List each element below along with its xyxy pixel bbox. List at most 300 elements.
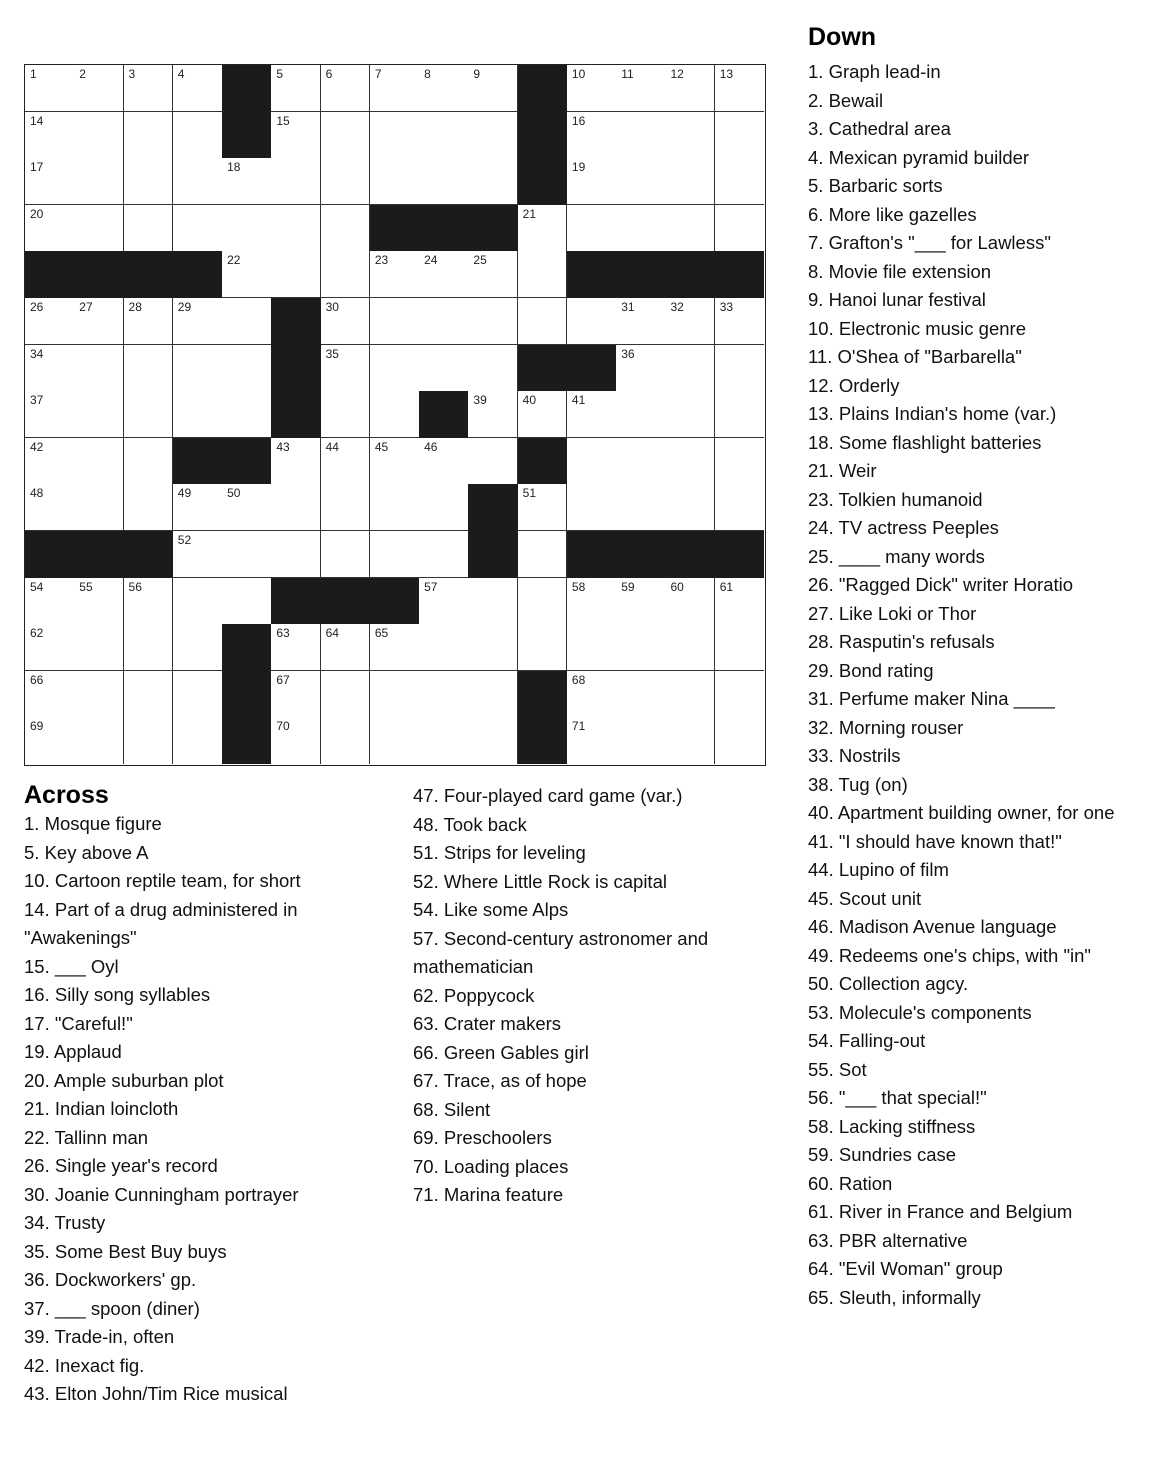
black-square: [518, 158, 568, 205]
grid-cell[interactable]: [74, 438, 124, 485]
grid-cell[interactable]: [271, 671, 321, 718]
grid-cell[interactable]: [124, 671, 174, 718]
grid-cell[interactable]: [74, 65, 124, 112]
clue-item: 23. Tolkien humanoid: [808, 488, 983, 510]
cell-number: 28: [128, 300, 142, 314]
grid-cell[interactable]: [665, 671, 715, 718]
cell-number: 71: [571, 719, 586, 734]
grid-cell[interactable]: [419, 484, 469, 531]
grid-cell[interactable]: [468, 578, 518, 625]
cell-number: 1: [30, 67, 37, 81]
clue-item: 33. Nostrils: [808, 745, 901, 766]
grid-cell[interactable]: [567, 484, 617, 531]
cell-number: 32: [670, 300, 684, 314]
grid-cell[interactable]: [715, 671, 764, 718]
grid-cell[interactable]: [25, 578, 75, 625]
grid-cell[interactable]: [25, 391, 75, 438]
grid-cell[interactable]: [271, 484, 321, 531]
grid-cell[interactable]: [518, 484, 568, 531]
grid-cell[interactable]: [468, 391, 518, 438]
black-square: [419, 391, 469, 438]
grid-cell[interactable]: [665, 438, 715, 485]
cell-number: 18: [227, 160, 241, 175]
grid-cell[interactable]: [665, 578, 715, 625]
grid-cell[interactable]: [419, 65, 469, 112]
clue-item: [24, 896, 394, 953]
grid-cell[interactable]: [25, 717, 75, 764]
grid-cell[interactable]: [321, 205, 371, 252]
clue-item: 46. Madison Avenue language: [808, 916, 1057, 937]
grid-cell[interactable]: [468, 112, 518, 159]
grid-cell[interactable]: [222, 205, 272, 252]
grid-cell[interactable]: [321, 671, 371, 718]
grid-cell[interactable]: [173, 531, 223, 578]
grid-cell[interactable]: [665, 391, 715, 438]
grid-cell[interactable]: [370, 251, 420, 298]
cell-number: 4: [177, 67, 185, 81]
clue-item: 35. Some Best Buy buys: [24, 1240, 227, 1262]
grid-cell[interactable]: [124, 112, 174, 159]
grid-cell[interactable]: [173, 205, 223, 252]
clue-line: 57. Second-century astronomer and: [413, 927, 709, 949]
grid-cell[interactable]: [715, 484, 764, 531]
cell-number: 44: [325, 439, 339, 454]
cell-number: 15: [276, 113, 290, 128]
grid-cell[interactable]: [370, 345, 420, 392]
grid-cell[interactable]: [222, 345, 272, 392]
grid-cell[interactable]: [173, 158, 223, 205]
clue-item: 49. Redeems one's chips, with "in": [808, 944, 1092, 966]
grid-cell[interactable]: [124, 158, 174, 205]
grid-cell[interactable]: [124, 205, 174, 252]
grid-cell[interactable]: [124, 345, 174, 392]
cell-number: 25: [473, 253, 487, 268]
grid-cell[interactable]: [321, 158, 371, 205]
grid-cell[interactable]: [715, 391, 764, 438]
grid-cell[interactable]: [665, 112, 715, 159]
grid-cell[interactable]: [715, 158, 764, 205]
grid-cell[interactable]: [665, 205, 715, 252]
grid-cell[interactable]: [567, 65, 617, 112]
grid-cell[interactable]: [419, 717, 469, 764]
cell-number: 23: [374, 253, 389, 268]
clue-item: 60. Ration: [808, 1172, 893, 1194]
grid-cell[interactable]: [271, 531, 321, 578]
clue-item: 66. Green Gables girl: [413, 1041, 589, 1063]
grid-cell[interactable]: [616, 578, 666, 625]
black-square: [616, 531, 666, 578]
grid-cell[interactable]: [74, 391, 124, 438]
cell-number: 35: [325, 346, 339, 361]
grid-cell[interactable]: [419, 624, 469, 671]
grid-cell[interactable]: [665, 484, 715, 531]
grid-cell[interactable]: [370, 717, 420, 764]
grid-cell[interactable]: [567, 624, 617, 671]
grid-cell[interactable]: [518, 205, 568, 252]
grid-cell[interactable]: [271, 65, 321, 112]
black-square: [567, 345, 617, 392]
grid-cell[interactable]: [25, 112, 75, 159]
cell-number: 50: [227, 486, 241, 501]
grid-cell[interactable]: [25, 671, 75, 718]
grid-cell[interactable]: [616, 298, 666, 345]
grid-cell[interactable]: [173, 345, 223, 392]
black-square: [567, 531, 617, 578]
grid-cell[interactable]: [567, 671, 617, 718]
grid-cell[interactable]: [518, 251, 568, 298]
clue-item: 55. Sot: [808, 1058, 867, 1080]
grid-cell[interactable]: [25, 205, 75, 252]
clue-item: 42. Inexact fig.: [24, 1354, 145, 1376]
clue-item: 54. Like some Alps: [413, 899, 569, 920]
cell-number: 27: [79, 300, 93, 314]
grid-cell[interactable]: [173, 298, 223, 345]
grid-cell[interactable]: [665, 345, 715, 392]
clue-item: 39. Trade-in, often: [24, 1326, 175, 1347]
grid-cell[interactable]: [567, 578, 617, 625]
grid-cell[interactable]: [616, 112, 666, 159]
crossword-grid: [24, 64, 766, 766]
grid-cell[interactable]: [419, 251, 469, 298]
grid-cell[interactable]: [616, 438, 666, 485]
grid-cell[interactable]: [222, 251, 272, 298]
grid-cell[interactable]: [468, 298, 518, 345]
grid-cell[interactable]: [173, 65, 223, 112]
grid-cell[interactable]: [665, 298, 715, 345]
grid-cell[interactable]: [518, 624, 568, 671]
grid-cell[interactable]: [271, 717, 321, 764]
grid-cell[interactable]: [616, 205, 666, 252]
cell-number: 46: [424, 439, 438, 454]
grid-cell[interactable]: [715, 205, 764, 252]
clue-item: 1. Graph lead-in: [808, 61, 941, 82]
black-square: [222, 65, 272, 112]
clue-item: 29. Bond rating: [808, 659, 934, 681]
grid-cell[interactable]: [419, 438, 469, 485]
grid-cell[interactable]: [25, 624, 75, 671]
clue-item: 12. Orderly: [808, 374, 900, 396]
grid-cell[interactable]: [124, 717, 174, 764]
grid-cell[interactable]: [567, 438, 617, 485]
grid-cell[interactable]: [715, 624, 764, 671]
down-clues-column: [808, 58, 1148, 1312]
black-square: [271, 578, 321, 625]
grid-cell[interactable]: [124, 578, 174, 625]
cell-number: 29: [177, 300, 192, 314]
grid-cell[interactable]: [370, 158, 420, 205]
black-square: [222, 112, 272, 159]
grid-cell[interactable]: [370, 391, 420, 438]
grid-cell[interactable]: [124, 438, 174, 485]
black-square: [271, 345, 321, 392]
grid-cell[interactable]: [370, 484, 420, 531]
clue-item: 56. "___ that special!": [808, 1087, 987, 1108]
grid-cell[interactable]: [271, 112, 321, 159]
cell-number: 10: [571, 67, 586, 81]
grid-cell[interactable]: [419, 578, 469, 625]
grid-cell[interactable]: [74, 484, 124, 531]
grid-cell[interactable]: [321, 391, 371, 438]
grid-cell[interactable]: [222, 531, 272, 578]
cell-number: 5: [276, 67, 284, 81]
clue-item: 11. O'Shea of "Barbarella": [808, 346, 1022, 367]
grid-cell[interactable]: [468, 345, 518, 392]
black-square: [616, 251, 666, 298]
grid-cell[interactable]: [74, 624, 124, 671]
grid-cell[interactable]: [370, 671, 420, 718]
grid-cell[interactable]: [321, 345, 371, 392]
grid-cell[interactable]: [173, 391, 223, 438]
grid-cell[interactable]: [271, 438, 321, 485]
clue-item: 59. Sundries case: [808, 1144, 957, 1165]
cell-number: 69: [30, 719, 44, 734]
clue-item: 69. Preschoolers: [413, 1127, 552, 1148]
cell-number: 11: [621, 67, 634, 81]
grid-cell[interactable]: [567, 205, 617, 252]
grid-cell[interactable]: [173, 671, 223, 718]
grid-cell[interactable]: [468, 624, 518, 671]
grid-cell[interactable]: [518, 531, 568, 578]
grid-cell[interactable]: [715, 112, 764, 159]
clue-item: 20. Ample suburban plot: [24, 1069, 224, 1091]
grid-cell[interactable]: [25, 484, 75, 531]
grid-cell[interactable]: [715, 298, 764, 345]
grid-cell[interactable]: [468, 717, 518, 764]
grid-cell[interactable]: [25, 345, 75, 392]
grid-cell[interactable]: [74, 112, 124, 159]
grid-cell[interactable]: [74, 345, 124, 392]
grid-cell[interactable]: [74, 671, 124, 718]
cell-number: 63: [276, 626, 290, 641]
grid-cell[interactable]: [173, 112, 223, 159]
grid-cell[interactable]: [173, 484, 223, 531]
grid-cell[interactable]: [567, 298, 617, 345]
grid-cell[interactable]: [715, 438, 764, 485]
grid-cell[interactable]: [419, 298, 469, 345]
cell-number: 34: [30, 346, 44, 361]
grid-cell[interactable]: [518, 298, 568, 345]
clue-item: 32. Morning rouser: [808, 716, 964, 738]
grid-cell[interactable]: [567, 717, 617, 764]
cell-number: 21: [522, 206, 537, 221]
grid-cell[interactable]: [370, 65, 420, 112]
grid-cell[interactable]: [271, 158, 321, 205]
black-square: [665, 531, 715, 578]
grid-cell[interactable]: [321, 298, 371, 345]
clue-item: 50. Collection agcy.: [808, 973, 969, 994]
clue-item: 27. Like Loki or Thor: [808, 602, 977, 624]
grid-cell[interactable]: [468, 438, 518, 485]
cell-number: 26: [30, 300, 44, 314]
clue-item: 16. Silly song syllables: [24, 984, 211, 1005]
grid-cell[interactable]: [321, 531, 371, 578]
black-square: [665, 251, 715, 298]
cell-number: 43: [276, 439, 290, 454]
grid-cell[interactable]: [616, 717, 666, 764]
cell-number: 68: [571, 672, 586, 687]
black-square: [124, 251, 174, 298]
grid-cell[interactable]: [567, 158, 617, 205]
down-heading: Down: [808, 23, 877, 51]
grid-cell[interactable]: [222, 391, 272, 438]
cell-number: 2: [79, 67, 86, 81]
clue-item: 26. "Ragged Dick" writer Horatio: [808, 574, 1074, 595]
grid-cell[interactable]: [616, 671, 666, 718]
clue-item: 38. Tug (on): [808, 773, 908, 795]
cell-number: 54: [30, 579, 44, 594]
grid-cell[interactable]: [222, 484, 272, 531]
clue-item: 24. TV actress Peeples: [808, 517, 999, 538]
grid-cell[interactable]: [419, 158, 469, 205]
grid-cell[interactable]: [25, 298, 75, 345]
cell-number: 13: [719, 67, 734, 81]
clue-item: 47. Four-played card game (var.): [413, 785, 683, 806]
grid-cell[interactable]: [468, 65, 518, 112]
grid-cell[interactable]: [419, 531, 469, 578]
clue-item: 53. Molecule's components: [808, 1001, 1032, 1023]
clue-item: 5. Key above A: [24, 841, 149, 863]
cell-number: 40: [522, 393, 537, 408]
grid-cell[interactable]: [665, 624, 715, 671]
clue-item: 5. Barbaric sorts: [808, 175, 943, 196]
cell-number: 62: [30, 626, 44, 641]
grid-cell[interactable]: [271, 251, 321, 298]
grid-cell[interactable]: [124, 484, 174, 531]
grid-cell[interactable]: [124, 298, 174, 345]
black-square: [222, 671, 272, 718]
grid-cell[interactable]: [715, 578, 764, 625]
grid-cell[interactable]: [419, 671, 469, 718]
black-square: [124, 531, 174, 578]
grid-cell[interactable]: [321, 717, 371, 764]
grid-cell[interactable]: [567, 112, 617, 159]
grid-cell[interactable]: [518, 391, 568, 438]
grid-cell[interactable]: [321, 251, 371, 298]
grid-cell[interactable]: [616, 391, 666, 438]
grid-cell[interactable]: [616, 65, 666, 112]
cell-number: 30: [325, 300, 339, 314]
grid-cell[interactable]: [468, 671, 518, 718]
cell-number: 52: [177, 533, 192, 547]
grid-cell[interactable]: [616, 345, 666, 392]
grid-cell[interactable]: [419, 345, 469, 392]
grid-cell[interactable]: [419, 112, 469, 159]
grid-cell[interactable]: [222, 158, 272, 205]
grid-cell[interactable]: [518, 578, 568, 625]
across-clues-column-2: [413, 782, 793, 1210]
grid-cell[interactable]: [715, 345, 764, 392]
black-square: [271, 298, 321, 345]
grid-cell[interactable]: [665, 158, 715, 205]
grid-cell[interactable]: [74, 205, 124, 252]
grid-cell[interactable]: [222, 578, 272, 625]
clue-item: 41. "I should have known that!": [808, 830, 1062, 852]
cell-number: 3: [128, 67, 136, 81]
grid-cell[interactable]: [124, 65, 174, 112]
grid-cell[interactable]: [468, 158, 518, 205]
cell-number: 37: [30, 393, 44, 408]
grid-cell[interactable]: [271, 624, 321, 671]
grid-cell[interactable]: [321, 624, 371, 671]
clue-item: 40. Apartment building owner, for one: [808, 802, 1115, 823]
grid-cell[interactable]: [173, 717, 223, 764]
cell-number: 49: [177, 486, 192, 501]
grid-cell[interactable]: [74, 717, 124, 764]
grid-cell[interactable]: [665, 717, 715, 764]
grid-cell[interactable]: [468, 251, 518, 298]
grid-cell[interactable]: [321, 112, 371, 159]
grid-cell[interactable]: [124, 391, 174, 438]
clue-item: 7. Grafton's "___ for Lawless": [808, 232, 1051, 253]
cell-number: 33: [719, 300, 734, 314]
cell-number: 42: [30, 439, 44, 454]
grid-cell[interactable]: [370, 624, 420, 671]
cell-number: 61: [719, 579, 734, 594]
cell-number: 55: [79, 579, 93, 594]
cell-number: 36: [621, 346, 635, 361]
clue-item: 1. Mosque figure: [24, 813, 162, 834]
clue-item: 26. Single year's record: [24, 1155, 218, 1176]
grid-cell[interactable]: [321, 438, 371, 485]
grid-cell[interactable]: [321, 65, 371, 112]
grid-cell[interactable]: [74, 158, 124, 205]
clue-item: 63. Crater makers: [413, 1013, 562, 1034]
black-square: [222, 624, 272, 671]
grid-cell[interactable]: [74, 578, 124, 625]
grid-cell[interactable]: [370, 298, 420, 345]
cell-number: 20: [30, 206, 44, 221]
across-heading: Across: [24, 781, 109, 809]
grid-cell[interactable]: [271, 205, 321, 252]
clue-item: 36. Dockworkers' gp.: [24, 1269, 197, 1290]
cell-number: 41: [571, 393, 586, 408]
clue-item: 9. Hanoi lunar festival: [808, 289, 986, 310]
clue-item: 19. Applaud: [24, 1041, 122, 1062]
grid-cell[interactable]: [370, 531, 420, 578]
grid-cell[interactable]: [124, 624, 174, 671]
grid-cell[interactable]: [173, 624, 223, 671]
grid-cell[interactable]: [715, 717, 764, 764]
cell-number: 14: [30, 113, 44, 128]
grid-cell[interactable]: [321, 484, 371, 531]
grid-cell[interactable]: [616, 484, 666, 531]
cell-number: 39: [473, 393, 487, 408]
grid-cell[interactable]: [370, 112, 420, 159]
cell-number: 58: [571, 579, 586, 594]
black-square: [468, 484, 518, 531]
clue-item: 51. Strips for leveling: [413, 842, 586, 863]
clue-item: 10. Cartoon reptile team, for short: [24, 870, 301, 891]
grid-cell[interactable]: [567, 391, 617, 438]
grid-cell[interactable]: [616, 624, 666, 671]
grid-cell[interactable]: [616, 158, 666, 205]
grid-cell[interactable]: [25, 65, 75, 112]
grid-cell[interactable]: [222, 298, 272, 345]
grid-cell[interactable]: [25, 158, 75, 205]
grid-cell[interactable]: [74, 298, 124, 345]
clue-item: 2. Bewail: [808, 89, 884, 111]
grid-cell[interactable]: [25, 438, 75, 485]
cell-number: 67: [276, 672, 290, 687]
clue-item: 37. ___ spoon (diner): [24, 1297, 200, 1319]
black-square: [518, 345, 568, 392]
clue-item: 3. Cathedral area: [808, 118, 951, 139]
clue-item: 65. Sleuth, informally: [808, 1286, 981, 1308]
grid-cell[interactable]: [173, 578, 223, 625]
grid-cell[interactable]: [370, 438, 420, 485]
grid-cell[interactable]: [715, 65, 764, 112]
grid-cell[interactable]: [665, 65, 715, 112]
